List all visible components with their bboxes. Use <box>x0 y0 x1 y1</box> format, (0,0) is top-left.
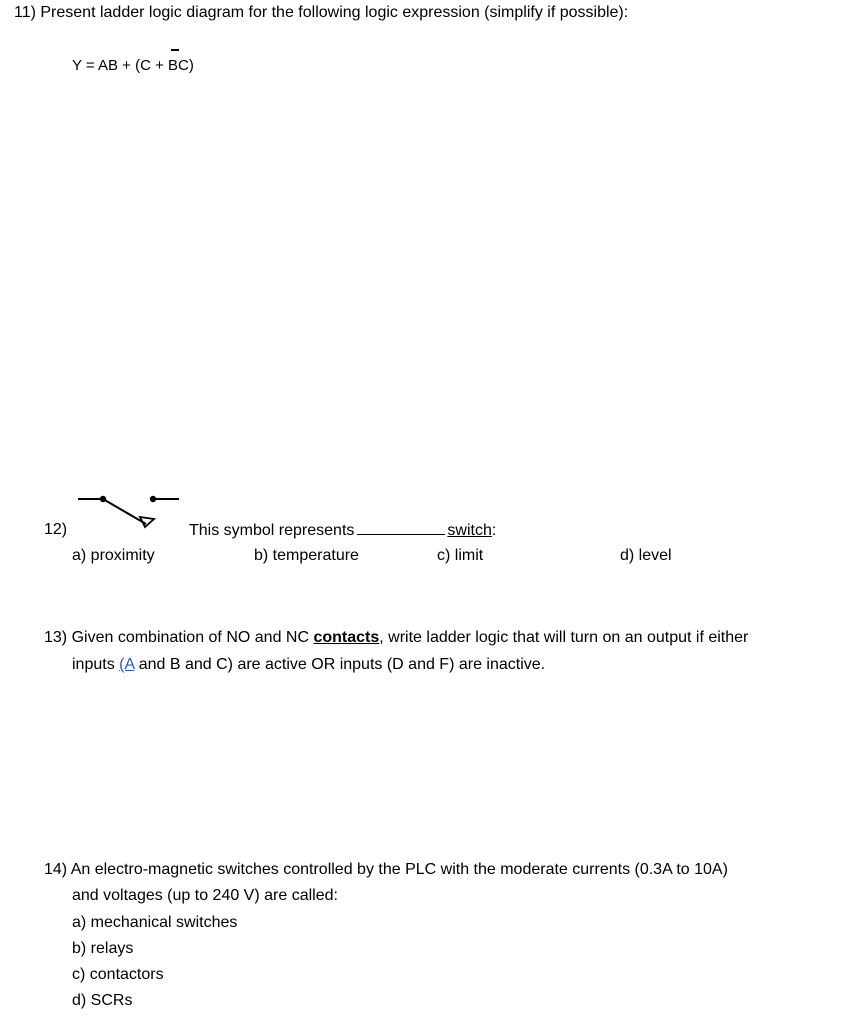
question-12-number: 12) <box>44 521 68 538</box>
question-12-lead: This symbol represents <box>189 522 355 539</box>
q13-line1 <box>44 629 748 646</box>
question-14 <box>44 857 824 1015</box>
logic-expression <box>72 57 194 74</box>
contacts-word: contacts <box>313 629 380 646</box>
option-a: a) proximity <box>72 547 155 564</box>
expression-prefix: Y = AB + (C + <box>72 57 169 74</box>
option-d: d) level <box>620 547 672 564</box>
a-word: (A <box>119 656 135 673</box>
q14-option-d: d) SCRs <box>72 992 133 1010</box>
q14-option-c: c) contactors <box>72 966 164 984</box>
q13-line1-end: , write ladder logic that will turn on an output if either <box>379 629 749 646</box>
expression-suffix: C) <box>178 57 194 74</box>
question-11-text: 11) Present ladder logic diagram for the following logic expression (simplify if possible): <box>14 4 629 21</box>
q13-line1-start: 13) Given combination of NO and NC <box>44 629 314 646</box>
colon: : <box>491 522 497 539</box>
switch-word: switch <box>447 522 492 539</box>
question-13 <box>44 624 824 678</box>
q13-line2-end: and B and C) are active OR inputs (D and F) are inactive. <box>134 656 546 673</box>
answer-blank <box>357 521 445 535</box>
q14-line1: 14) An electro-magnetic switches controlled by the PLC with the moderate currents (0.3A to 10A) <box>44 861 728 878</box>
q14-option-b: b) relays <box>72 939 134 957</box>
limit-switch-symbol-icon <box>74 486 184 532</box>
option-c: c) limit <box>437 547 484 564</box>
q13-line2 <box>44 651 824 678</box>
q14-line2: and voltages (up to 240 V) are called: <box>72 887 338 905</box>
expression-complemented-b: B <box>168 57 179 74</box>
option-b: b) temperature <box>254 547 359 564</box>
q14-option-a: a) mechanical switches <box>72 913 238 931</box>
question-12-text <box>189 521 496 540</box>
q13-line2-start: inputs <box>72 656 120 673</box>
